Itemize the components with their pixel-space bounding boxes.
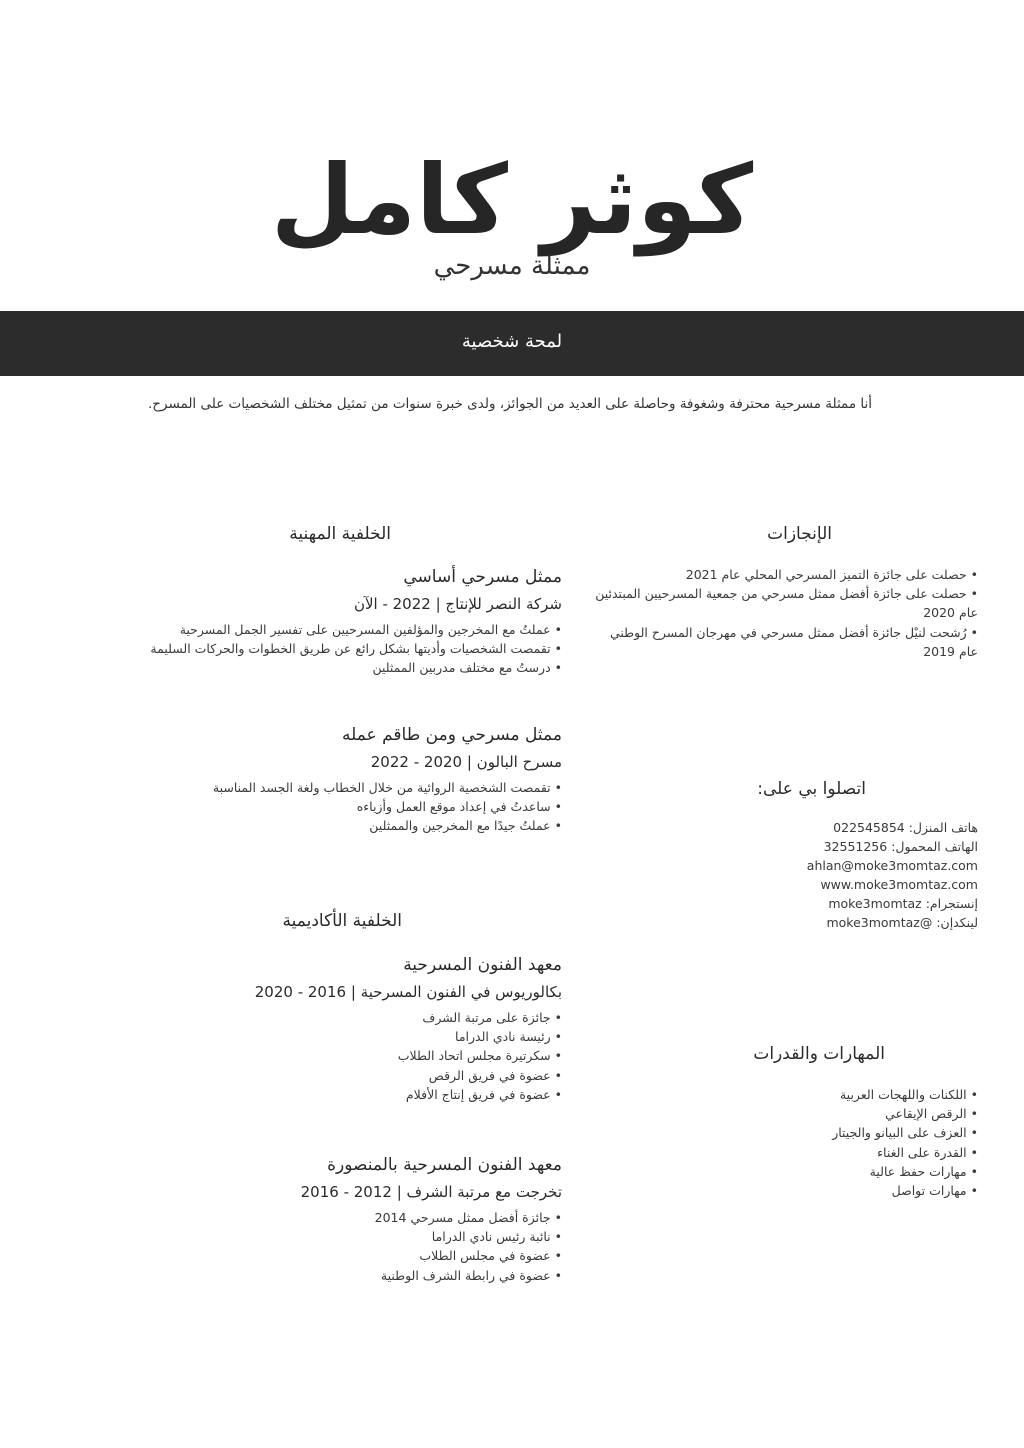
school-title: معهد الفنون المسرحية	[403, 955, 562, 975]
contact-block	[590, 818, 978, 932]
list-item: • العزف على البيانو والجيتار	[590, 1123, 978, 1142]
list-item: • جائزة على مرتبة الشرف	[205, 1008, 562, 1027]
school-title: معهد الفنون المسرحية بالمنصورة	[327, 1155, 562, 1175]
list-item: • عضوة في فريق الرقص	[205, 1066, 562, 1085]
list-item: • عملتُ مع المخرجين والمؤلفين المسرحيين على تفسير الجمل المسرحية	[205, 620, 562, 639]
list-item: • عضوة في فريق إنتاج الأفلام	[205, 1085, 562, 1104]
profile-title: لمحة شخصية	[461, 331, 563, 352]
career-title: الخلفية المهنية	[289, 524, 391, 544]
list-item: • حصلت على جائزة أفضل ممثل مسرحي من جمعية المسرحيين المبتدئين عام 2020	[590, 584, 978, 622]
list-item: • رُشحت لنيْل جائزة أفضل ممثل مسرحي في مهرجان المسرح الوطني عام 2019	[590, 623, 978, 661]
list-item: • سكرتيرة مجلس اتحاد الطلاب	[205, 1046, 562, 1065]
education-title: الخلفية الأكاديمية	[282, 911, 402, 931]
list-item: • مهارات حفظ عالية	[590, 1162, 978, 1181]
job-title: ممثل مسرحي ومن طاقم عمله	[341, 725, 562, 745]
list-item: • عضوة في مجلس الطلاب	[205, 1246, 562, 1265]
school-subtitle: بكالوريوس في الفنون المسرحية | 2016 - 2020	[254, 983, 562, 1001]
list-item: • حصلت على جائزة التميز المسرحي المحلي عام 2021	[590, 565, 978, 584]
list-item: • رئيسة نادي الدراما	[205, 1027, 562, 1046]
job-entry	[205, 722, 562, 836]
list-item: • الرقص الإيقاعي	[590, 1104, 978, 1123]
list-item: • اللكنات واللهجات العربية	[590, 1085, 978, 1104]
candidate-role: ممثلة مسرحي	[433, 251, 591, 281]
job-title: ممثل مسرحي أساسي	[403, 567, 562, 587]
list-item: • جائزة أفضل ممثل مسرحي 2014	[205, 1208, 562, 1227]
candidate-name: كوثر كامل	[270, 144, 754, 256]
achievements-block	[590, 565, 978, 661]
job-subtitle: مسرح البالون | 2020 - 2022	[370, 753, 562, 771]
job-entry	[150, 564, 562, 678]
home-phone: هاتف المنزل: 022545854	[833, 820, 978, 835]
list-item: • عضوة في رابطة الشرف الوطنية	[205, 1266, 562, 1285]
school-items	[205, 1008, 562, 1104]
skills-block	[590, 1085, 978, 1200]
school-items	[205, 1208, 562, 1285]
mobile-phone: الهاتف المحمول: 32551256	[823, 839, 978, 854]
achievements-title: الإنجازات	[767, 524, 832, 544]
list-item: • نائبة رئيس نادي الدراما	[205, 1227, 562, 1246]
profile-text: أنا ممثلة مسرحية محترفة وشغوفة وحاصلة على العديد من الجوائز، ولدى خبرة سنوات من تمثيل مختلف الشخصيات على المسرح.	[148, 396, 872, 412]
list-item: • عملتُ جيدًا مع المخرجين والممثلين	[205, 816, 562, 835]
list-item: • تقمصت الشخصيات وأديتها بشكل رائع عن طريق الخطوات والحركات السليمة	[205, 639, 562, 658]
achievements-list	[590, 565, 978, 661]
school-subtitle: تخرجت مع مرتبة الشرف | 2012 - 2016	[300, 1183, 562, 1201]
list-item: • القدرة على الغناء	[590, 1143, 978, 1162]
list-item: • ساعدتُ في إعداد موقع العمل وأزياءه	[205, 797, 562, 816]
instagram-handle: إنستجرام: moke3momtaz	[828, 896, 978, 911]
email-link[interactable]: ahlan@moke3momtaz.com	[806, 858, 978, 873]
list-item: • تقمصت الشخصية الروائية من خلال الخطاب ولغة الجسد المناسبة	[205, 778, 562, 797]
skills-title: المهارات والقدرات	[753, 1044, 885, 1064]
website-link[interactable]: www.moke3momtaz.com	[820, 877, 978, 892]
skills-list	[590, 1085, 978, 1200]
list-item: • درستُ مع مختلف مدربين الممثلين	[205, 658, 562, 677]
school-entry	[205, 952, 562, 1104]
job-subtitle: شركة النصر للإنتاج | 2022 - الآن	[353, 595, 562, 613]
job-duties	[205, 778, 562, 836]
list-item: • مهارات تواصل	[590, 1181, 978, 1200]
school-entry	[205, 1152, 562, 1285]
job-duties	[150, 620, 562, 678]
linkedin-handle: لينكدإن: @moke3momtaz	[826, 915, 978, 930]
contact-title: اتصلوا بي على:	[757, 779, 866, 799]
